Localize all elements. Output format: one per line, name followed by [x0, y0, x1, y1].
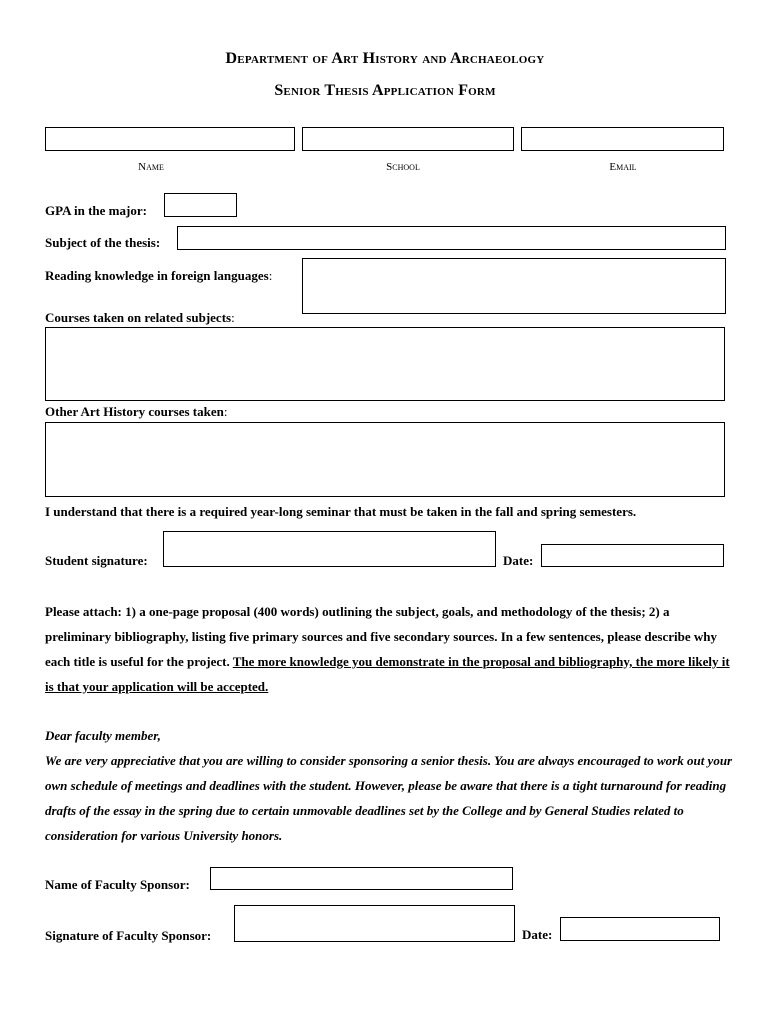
attach-instructions: [45, 599, 735, 699]
other-courses-colon: :: [223, 404, 228, 419]
gpa-label: GPA in the major:: [45, 203, 147, 218]
email-caption: Email: [609, 161, 637, 173]
seminar-note: I understand that there is a required year-long seminar that must be taken in the fall and spring semesters.: [45, 504, 637, 519]
languages-field[interactable]: [302, 258, 726, 314]
courses-label-text: Courses taken on related subjects: [45, 310, 232, 325]
attach-text: Please attach: 1) a one-page proposal (400 words) outlining the subject, goals, and methodology of the thesis; 2) a preliminary bibliography, listing five primary sources and five secondary sources. In a few sentences, please describe why each title is useful for the project.: [45, 604, 718, 669]
subject-label: Subject of the thesis:: [45, 235, 161, 250]
subject-field[interactable]: [177, 226, 726, 250]
courses-colon: :: [231, 310, 235, 325]
other-courses-label-text: Other Art History courses taken: [45, 404, 224, 419]
sponsor-date-field[interactable]: [560, 917, 720, 941]
sponsor-name-label: Name of Faculty Sponsor:: [45, 877, 190, 892]
attach-underlined-text: The more knowledge you demonstrate in the proposal and bibliography, the more likely it is that your application will be accepted.: [45, 654, 730, 694]
faculty-greeting: Dear faculty member,: [45, 728, 161, 743]
name-caption: Name: [138, 161, 164, 173]
other-courses-label: [45, 404, 227, 420]
school-field[interactable]: [302, 127, 514, 151]
student-date-field[interactable]: [541, 544, 724, 567]
school-caption: School: [386, 161, 420, 173]
student-signature-field[interactable]: [163, 531, 496, 567]
name-field[interactable]: [45, 127, 295, 151]
email-field[interactable]: [521, 127, 724, 151]
student-signature-label: Student signature:: [45, 553, 148, 568]
gpa-field[interactable]: [164, 193, 237, 217]
languages-label: [45, 268, 272, 284]
student-date-label: Date:: [503, 553, 534, 568]
form-title-application: Senior Thesis Application Form: [274, 82, 496, 99]
sponsor-name-field[interactable]: [210, 867, 513, 890]
faculty-note-body: We are very appreciative that you are willing to consider sponsoring a senior thesis. You are always encouraged to work out your own schedule of meetings and deadlines with the student. However, please be aware that there is a tight turnaround for reading drafts of the essay in the spring due to certain unmovable deadlines set by the College and by General Studies related to consideration for various University honors.: [45, 753, 733, 843]
form-title-department: Department of Art History and Archaeology: [225, 50, 545, 67]
courses-label: [45, 310, 235, 326]
other-courses-field[interactable]: [45, 422, 725, 497]
languages-colon: :: [268, 268, 273, 283]
languages-label-text: Reading knowledge in foreign languages: [45, 268, 269, 283]
sponsor-signature-field[interactable]: [234, 905, 515, 942]
sponsor-date-label: Date:: [522, 927, 553, 942]
sponsor-signature-label: Signature of Faculty Sponsor:: [45, 928, 212, 943]
courses-field[interactable]: [45, 327, 725, 401]
